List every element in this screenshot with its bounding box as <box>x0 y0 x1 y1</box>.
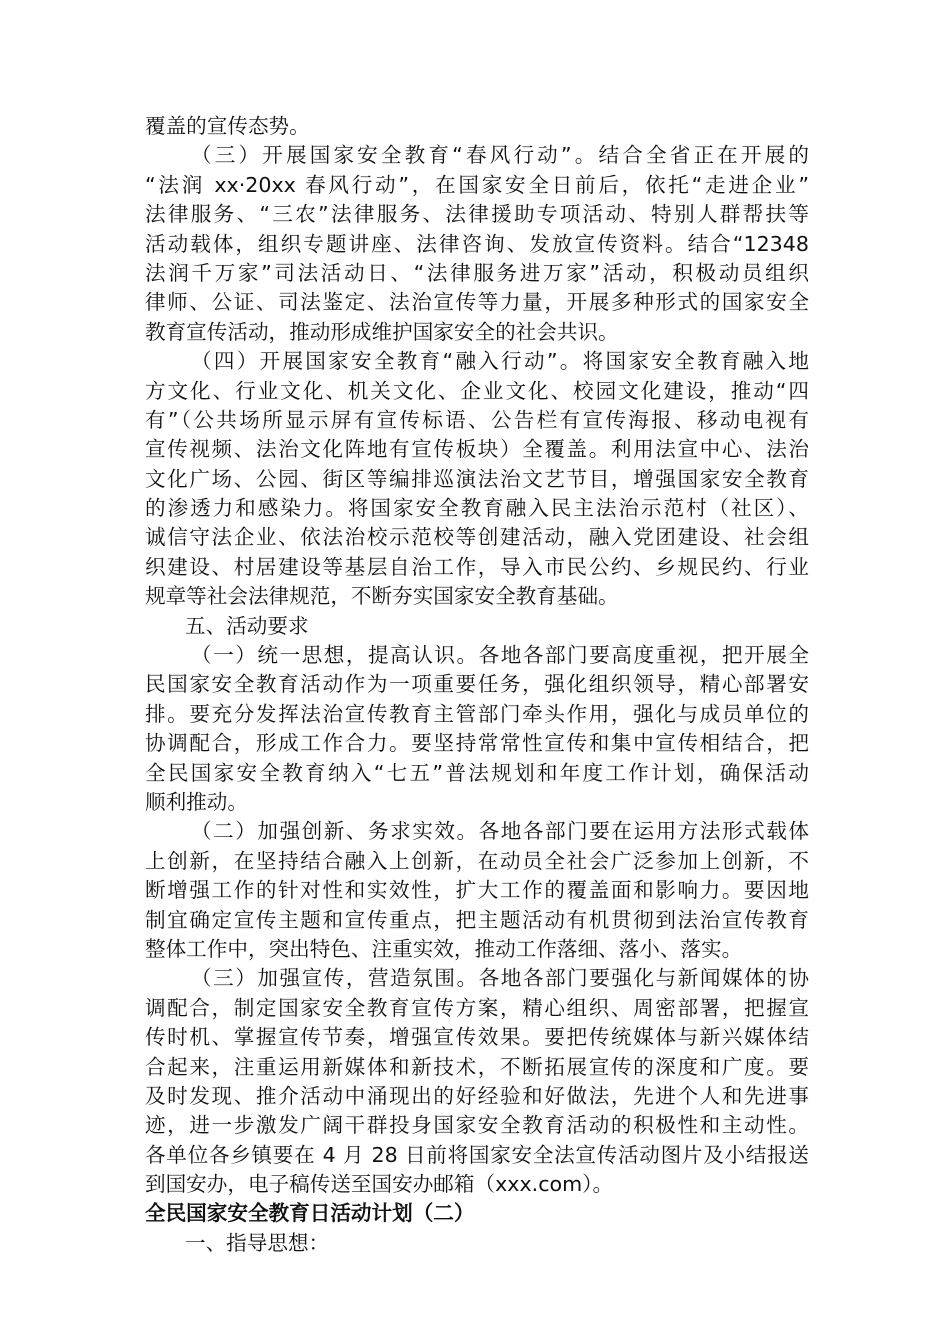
document-body <box>145 112 809 1258</box>
text-line: 诚信守法企业、依法治校示范校等创建活动，融入党团建设、社会组 <box>145 525 809 550</box>
text-line: 五、活动要求 <box>185 613 309 638</box>
text-line: 法律服务、“三农”法律服务、法律援助专项活动、特别人群帮扶等 <box>145 202 809 227</box>
text-line: 民国家安全教育活动作为一项重要任务，强化组织领导，精心部署安 <box>145 672 809 697</box>
text-line: 各单位各乡镇要在 4 月 28 日前将国家安全法宣传活动图片及小结报送 <box>145 1142 809 1167</box>
text-line: 整体工作中，突出特色、注重实效，推动工作落细、落小、落实。 <box>145 936 743 961</box>
text-line: 覆盖的宣传态势。 <box>145 114 310 138</box>
text-line: 宣传视频、法治文化阵地有宣传板块）全覆盖。利用法宣中心、法治 <box>145 437 809 462</box>
text-line: 迹，进一步激发广阔干群投身国家安全教育活动的积极性和主动性。 <box>145 1113 809 1138</box>
text-line: “法润 xx·20xx 春风行动”，在国家安全日前后，依托“走进企业” <box>145 172 809 197</box>
text-line: 顺利推动。 <box>145 789 248 814</box>
text-line: 织建设、村居建设等基层自治工作，导入市民公约、乡规民约、行业 <box>145 554 809 579</box>
text-line: 有”（公共场所显示屏有宣传标语、公告栏有宣传海报、移动电视有 <box>145 407 809 432</box>
text-line: 活动载体，组织专题讲座、法律咨询、发放宣传资料。结合“12348 <box>145 231 809 256</box>
text-line: （二）加强创新、务求实效。各地各部门要在运用方法形式载体 <box>191 819 809 844</box>
text-line: 制宜确定宣传主题和宣传重点，把主题活动有机贯彻到法治宣传教育 <box>145 907 809 932</box>
text-line: 协调配合，形成工作合力。要坚持常常性宣传和集中宣传相结合，把 <box>145 731 809 756</box>
text-line: （三）加强宣传，营造氛围。各地各部门要强化与新闻媒体的协 <box>191 966 809 991</box>
text-line: 调配合，制定国家安全教育宣传方案，精心组织、周密部署，把握宣 <box>145 995 809 1020</box>
text-line: 文化广场、公园、街区等编排巡演法治文艺节目，增强国家安全教育 <box>145 466 809 491</box>
text-line: 传时机、掌握宣传节奏，增强宣传效果。要把传统媒体与新兴媒体结 <box>145 1025 809 1050</box>
text-line: 一、指导思想： <box>185 1230 330 1255</box>
text-line: 断增强工作的针对性和实效性，扩大工作的覆盖面和影响力。要因地 <box>145 878 809 903</box>
text-line: 合起来，注重运用新媒体和新技术，不断拓展宣传的深度和广度。要 <box>145 1054 809 1079</box>
text-line: 排。要充分发挥法治宣传教育主管部门牵头作用，强化与成员单位的 <box>145 701 809 726</box>
section-heading: 全民国家安全教育日活动计划（二） <box>145 1201 475 1226</box>
text-line: 的渗透力和感染力。将国家安全教育融入民主法治示范村（社区）、 <box>145 496 809 521</box>
text-line: （一）统一思想，提高认识。各地各部门要高度重视，把开展全 <box>191 643 809 668</box>
text-line: 到国安办，电子稿传送至国安办邮箱（xxx.com）。 <box>145 1172 614 1197</box>
text-line: 上创新，在坚持结合融入上创新，在动员全社会广泛参加上创新，不 <box>145 848 809 873</box>
text-line: 教育宣传活动，推动形成维护国家安全的社会共识。 <box>145 319 619 344</box>
text-line: 全民国家安全教育纳入“七五”普法规划和年度工作计划，确保活动 <box>145 760 809 785</box>
text-line: 及时发现、推介活动中涌现出的好经验和好做法，先进个人和先进事 <box>145 1083 809 1108</box>
text-line: 规章等社会法律规范，不断夯实国家安全教育基础。 <box>145 584 619 609</box>
text-line: （三）开展国家安全教育“春风行动”。结合全省正在开展的 <box>191 143 809 168</box>
text-line: 法润千万家”司法活动日、“法律服务进万家”活动，积极动员组织 <box>145 260 809 285</box>
text-line: 方文化、行业文化、机关文化、企业文化、校园文化建设，推动“四 <box>145 378 809 403</box>
text-line: 律师、公证、司法鉴定、法治宣传等力量，开展多种形式的国家安全 <box>145 290 809 315</box>
text-line: （四）开展国家安全教育“融入行动”。将国家安全教育融入地 <box>191 349 809 374</box>
